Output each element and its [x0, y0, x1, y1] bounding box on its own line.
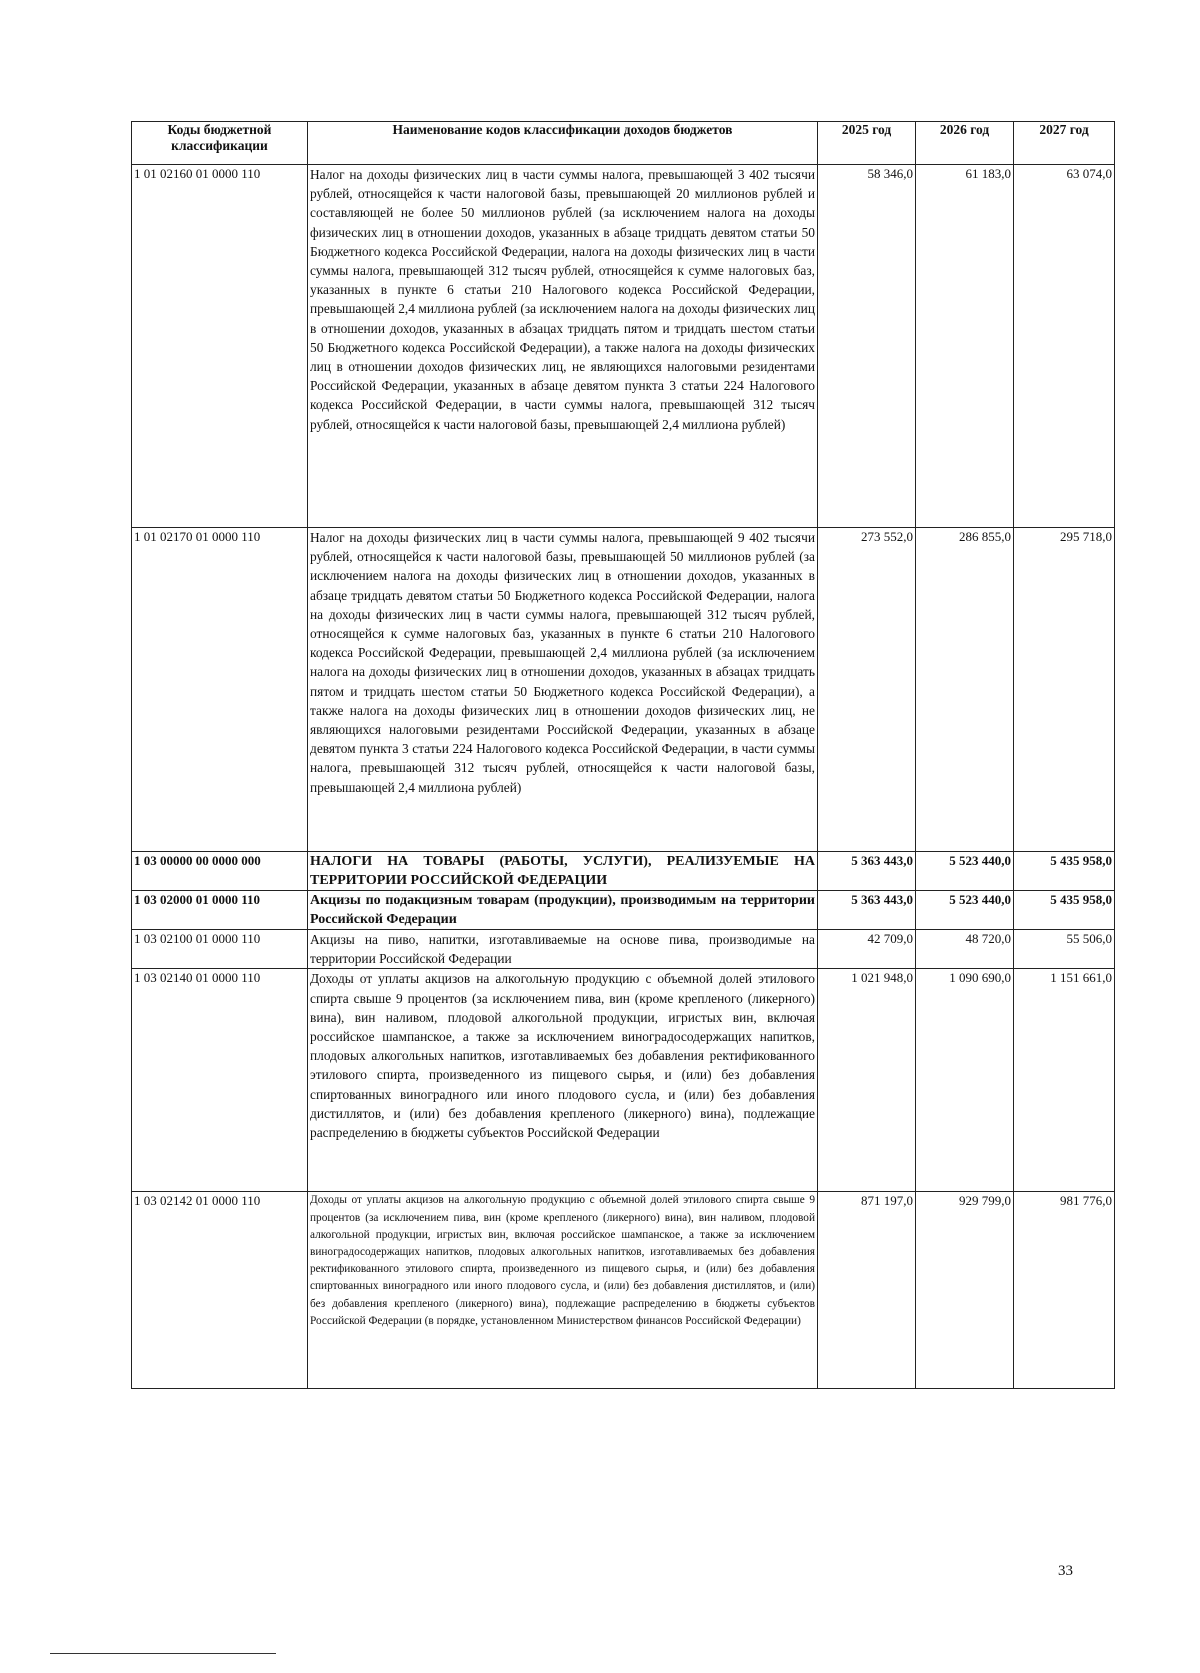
row-value-2026: 61 183,0: [916, 165, 1014, 528]
table-row: [132, 1192, 1115, 1389]
row-value-2027: 1 151 661,0: [1014, 969, 1115, 1192]
header-2025: 2025 год: [818, 122, 916, 165]
row-value-2025: 5 363 443,0: [818, 852, 916, 891]
row-value-2025: 273 552,0: [818, 528, 916, 852]
row-value-2025: 871 197,0: [818, 1192, 916, 1389]
row-name: Налог на доходы физических лиц в части суммы налога, превышающей 9 402 тысячи рублей, относящейся к части налоговой базы, превышающей 50 миллионов рублей (за исключением налога на доходы физических лиц в отношении доходов, указанных в абзаце тридцать девятом статьи 50 Бюджетного кодекса Российской Федерации, налога на доходы физических лиц в части суммы налога, превышающей 312 тысяч рублей, относящейся к сумме налоговых баз, указанных в пункте 6 статьи 210 Налогового кодекса Российской Федерации, превышающей 2,4 миллиона рублей (за исключением налога на доходы физических лиц в отношении доходов, указанных в абзацах тридцать пятом и тридцать шестом статьи 50 Бюджетного кодекса Российской Федерации), а также налога на доходы физических лиц в отношении доходов физических лиц, не являющихся налоговыми резидентами Российской Федерации, указанных в абзаце девятом пункта 3 статьи 224 Налогового кодекса Российской Федерации, в части суммы налога, превышающей 312 тысяч рублей, относящейся к части налоговой базы, превышающей 2,4 миллиона рублей): [308, 528, 818, 852]
row-name: НАЛОГИ НА ТОВАРЫ (РАБОТЫ, УСЛУГИ), РЕАЛИЗУЕМЫЕ НА ТЕРРИТОРИИ РОССИЙСКОЙ ФЕДЕРАЦИИ: [308, 852, 818, 891]
row-code: 1 01 02170 01 0000 110: [132, 528, 308, 852]
row-code: 1 01 02160 01 0000 110: [132, 165, 308, 528]
row-code: 1 03 02000 01 0000 110: [132, 891, 308, 930]
row-value-2027: 5 435 958,0: [1014, 852, 1115, 891]
row-name: Акцизы на пиво, напитки, изготавливаемые на основе пива, производимые на территории Российской Федерации: [308, 930, 818, 969]
row-code: 1 03 02142 01 0000 110: [132, 1192, 308, 1389]
table-row: [132, 930, 1115, 969]
row-value-2026: 929 799,0: [916, 1192, 1014, 1389]
row-value-2026: 5 523 440,0: [916, 891, 1014, 930]
row-value-2025: 5 363 443,0: [818, 891, 916, 930]
row-value-2025: 1 021 948,0: [818, 969, 916, 1192]
table-row: [132, 165, 1115, 528]
row-name: Налог на доходы физических лиц в части суммы налога, превышающей 3 402 тысячи рублей, относящейся к части налоговой базы, превышающей 20 миллионов рублей и составляющей не более 50 миллионов рублей (за исключением налога на доходы физических лиц в отношении доходов, указанных в абзаце тридцать девятом статьи 50 Бюджетного кодекса Российской Федерации, налога на доходы физических лиц в части суммы налога, превышающей 312 тысяч рублей, относящейся к сумме налоговых баз, указанных в пункте 6 статьи 210 Налогового кодекса Российской Федерации, превышающей 2,4 миллиона рублей (за исключением налога на доходы физических лиц в отношении доходов, указанных в абзацах тридцать пятом и тридцать шестом статьи 50 Бюджетного кодекса Российской Федерации), а также налога на доходы физических лиц в отношении доходов физических лиц, не являющихся налоговыми резидентами Российской Федерации, указанных в абзаце девятом пункта 3 статьи 224 Налогового кодекса Российской Федерации, в части суммы налога, превышающей 312 тысяч рублей, относящейся к части налоговой базы, превышающей 2,4 миллиона рублей): [308, 165, 818, 528]
row-name: Доходы от уплаты акцизов на алкогольную продукцию с объемной долей этилового спирта свыше 9 процентов (за исключением пива, вин (кроме крепленого (ликерного) вина), вин наливом, плодовой алкогольной продукции, игристых вин, включая российское шампанское, а также за исключением виноградосодержащих напитков, плодовых алкогольных напитков, изготавливаемых без добавления ректификованного этилового спирта, произведенного из пищевого сырья, и (или) без добавления спиртованных виноградного или иного плодового сусла, и (или) без добавления дистиллятов, и (или) без добавления крепленого (ликерного) вина), подлежащие распределению в бюджеты субъектов Российской Федерации (в порядке, установленном Министерством финансов Российской Федерации): [308, 1192, 818, 1389]
row-value-2027: 5 435 958,0: [1014, 891, 1115, 930]
budget-revenue-table: [131, 121, 1115, 1389]
header-2027: 2027 год: [1014, 122, 1115, 165]
row-code: 1 03 02100 01 0000 110: [132, 930, 308, 969]
row-code: 1 03 02140 01 0000 110: [132, 969, 308, 1192]
row-value-2027: 981 776,0: [1014, 1192, 1115, 1389]
row-value-2026: 286 855,0: [916, 528, 1014, 852]
row-value-2026: 5 523 440,0: [916, 852, 1014, 891]
row-code: 1 03 00000 00 0000 000: [132, 852, 308, 891]
row-name: Акцизы по подакцизным товарам (продукции), производимым на территории Российской Федерации: [308, 891, 818, 930]
table-row: [132, 852, 1115, 891]
row-value-2026: 48 720,0: [916, 930, 1014, 969]
row-name: Доходы от уплаты акцизов на алкогольную продукцию с объемной долей этилового спирта свыше 9 процентов (за исключением пива, вин (кроме крепленого (ликерного) вина), вин наливом, плодовой алкогольной продукции, игристых вин, включая российское шампанское, а также за исключением виноградосодержащих напитков, плодовых алкогольных напитков, изготавливаемых без добавления ректификованного этилового спирта, произведенного из пищевого сырья, и (или) без добавления спиртованных виноградного или иного плодового сусла, и (или) без добавления дистиллятов, и (или) без добавления крепленого (ликерного) вина), подлежащие распределению в бюджеты субъектов Российской Федерации: [308, 969, 818, 1192]
row-value-2027: 63 074,0: [1014, 165, 1115, 528]
table-row: [132, 528, 1115, 852]
table-row: [132, 891, 1115, 930]
row-value-2026: 1 090 690,0: [916, 969, 1014, 1192]
footnote-divider: [50, 1653, 276, 1654]
row-value-2027: 295 718,0: [1014, 528, 1115, 852]
header-2026: 2026 год: [916, 122, 1014, 165]
row-value-2025: 58 346,0: [818, 165, 916, 528]
page-number: 33: [1058, 1563, 1073, 1579]
row-value-2027: 55 506,0: [1014, 930, 1115, 969]
header-code: Коды бюджетной классификации: [132, 122, 308, 165]
table-row: [132, 969, 1115, 1192]
table-header-row: [132, 122, 1115, 165]
header-name: Наименование кодов классификации доходов бюджетов: [308, 122, 818, 165]
row-value-2025: 42 709,0: [818, 930, 916, 969]
